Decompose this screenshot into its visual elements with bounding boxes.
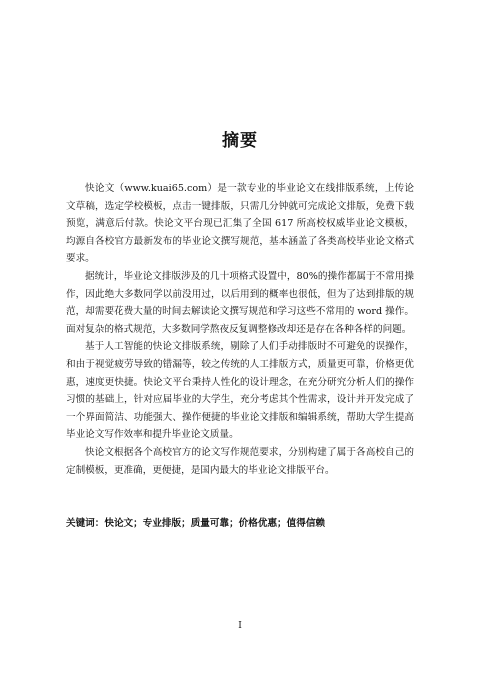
paragraph: 快论文根据各个高校官方的论文写作规范要求，分别构建了属于各高校自己的定制模板，更准确，更便捷，是国内最大的毕业论文排版平台。 <box>66 446 414 476</box>
page-number: I <box>238 621 242 631</box>
abstract-body <box>66 180 414 479</box>
paragraph: 基于人工智能的快论文排版系统，剔除了人们手动排版时不可避免的误操作，和由于视觉疲劳导致的错漏等，较之传统的人工排版方式，质量更可靠，价格更优惠，速度更快捷。快论文平台秉持人性化的设计理念，在充分研究分析人们的操作习惯的基础上，针对应届毕业的大学生，充分考虑其个性需求，设计并开发完成了一个界面简洁、功能强大、操作便捷的毕业论文排版和编辑系统，帮助大学生提高毕业论文写作效率和提升毕业论文质量。 <box>66 341 414 441</box>
page-title: 摘要 <box>222 131 258 151</box>
paragraph: 快论文（www.kuai65.com）是一款专业的毕业论文在线排版系统，上传论文草稿，选定学校模板，点击一键排版，只需几分钟就可完成论文排版，免费下载预览，满意后付款。快论文平台现已汇集了全国 617 所高校权威毕业论文模板，均源自各校官方最新发布的毕业论文撰写规范，基本涵盖了各类高校毕业论文格式要求。 <box>66 183 414 265</box>
keywords-line: 关键词：快论文；专业排版；质量可靠；价格优惠；值得信赖 <box>66 518 326 529</box>
paragraph: 据统计，毕业论文排版涉及的几十项格式设置中，80%的操作都属于不常用操作，因此绝大多数同学以前没用过，以后用到的概率也很低，但为了达到排版的规范，却需要花费大量的时间去解读论文撰写规范和学习这些不常用的 word 操作。面对复杂的格式规范，大多数同学熬夜反复调整修改却还是存在各种各样的问题。 <box>66 270 414 335</box>
